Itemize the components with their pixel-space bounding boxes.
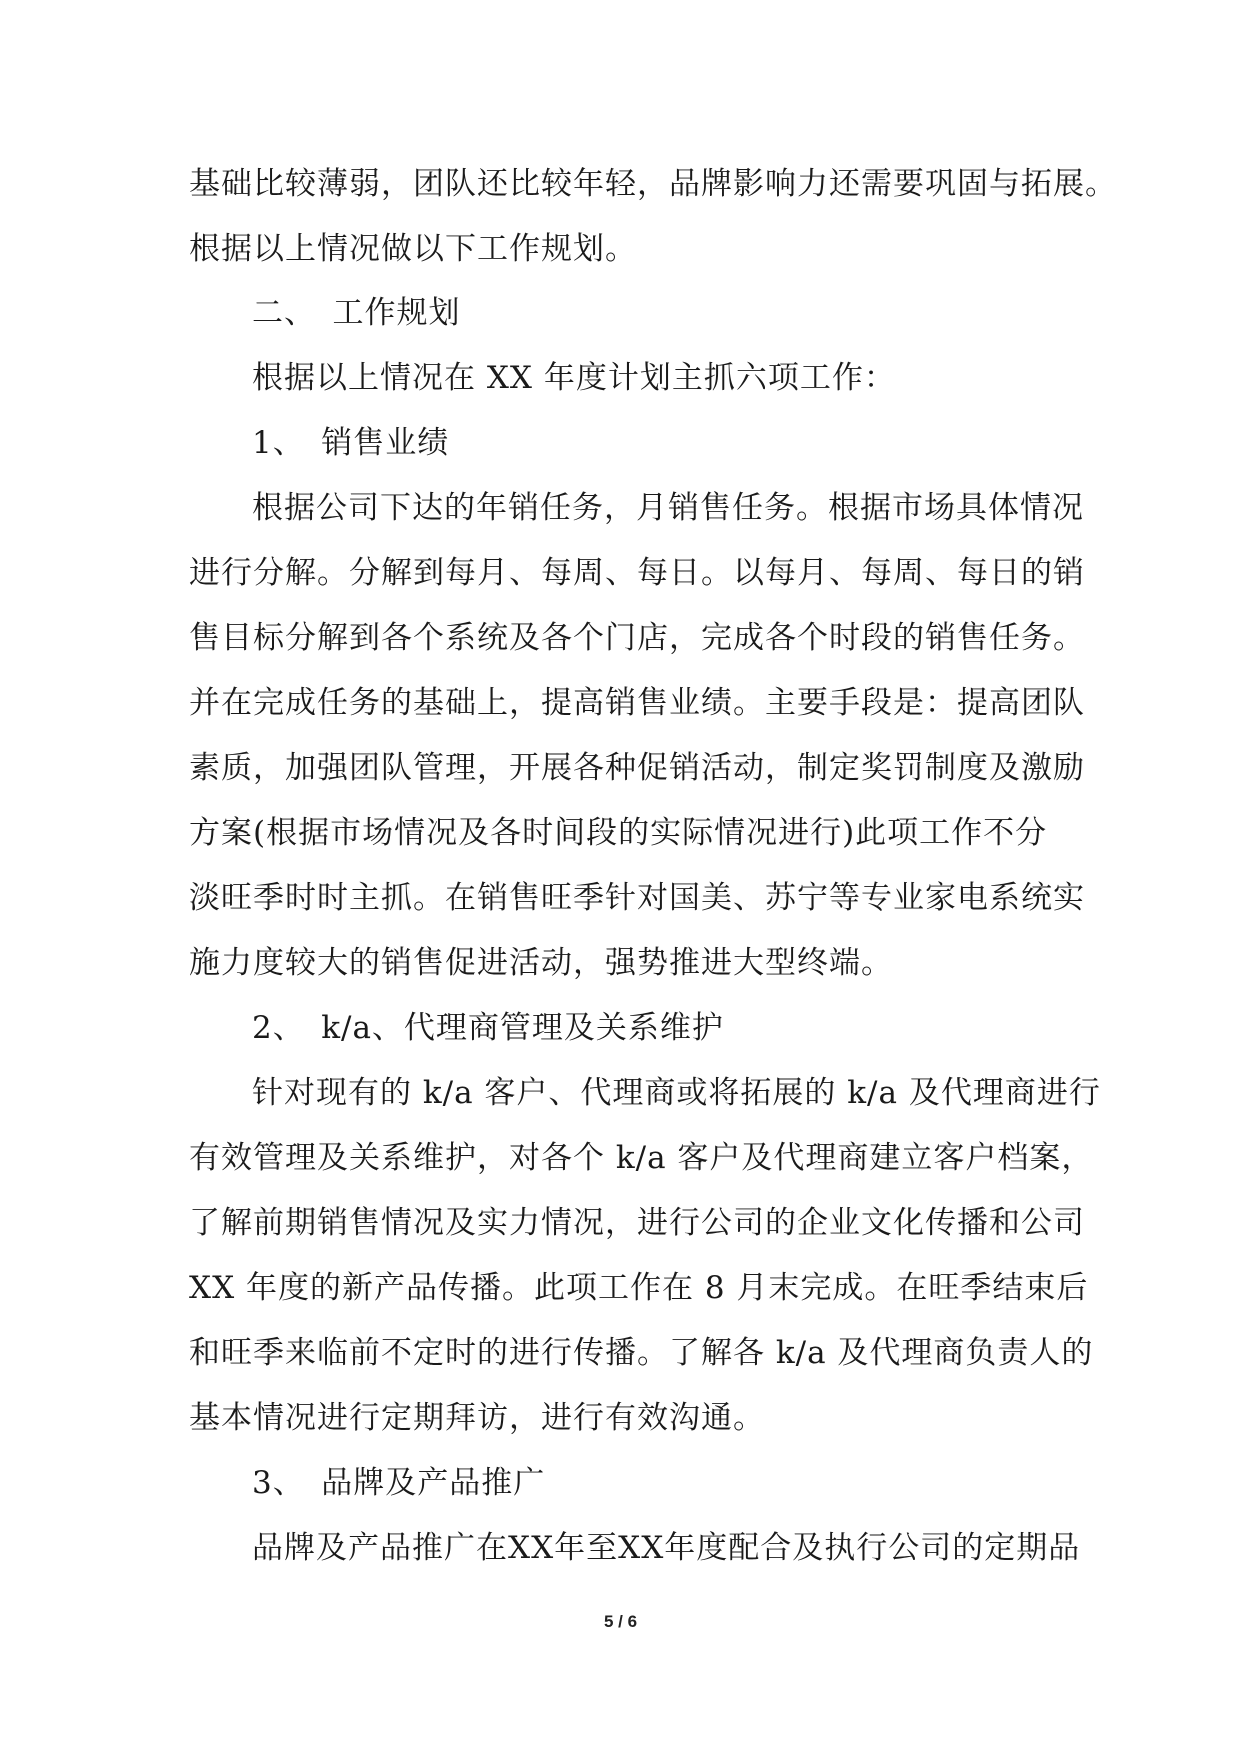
- text-line: 售目标分解到各个系统及各个门店，完成各个时段的销售任务。: [189, 620, 1085, 656]
- text-line: 进行分解。分解到每月、每周、每日。以每月、每周、每日的销: [189, 555, 1085, 591]
- text-line: 有效管理及关系维护，对各个 k/a 客户及代理商建立客户档案，: [189, 1140, 1094, 1176]
- text-line: 根据以上情况做以下工作规划。: [189, 231, 637, 267]
- text-line: 根据公司下达的年销任务，月销售任务。根据市场具体情况: [252, 490, 1084, 526]
- subsection-heading: 3、 品牌及产品推广: [252, 1465, 546, 1501]
- text-line: 施力度较大的销售促进活动，强势推进大型终端。: [189, 945, 893, 981]
- subsection-heading: 1、 销售业绩: [252, 425, 450, 461]
- text-line: 并在完成任务的基础上，提高销售业绩。主要手段是：提高团队: [189, 685, 1085, 721]
- page-number: 5 / 6: [603, 1612, 638, 1631]
- subsection-heading: 2、 k/a、代理商管理及关系维护: [252, 1010, 724, 1046]
- text-line: 素质，加强团队管理，开展各种促销活动，制定奖罚制度及激励: [189, 750, 1085, 786]
- text-line: 和旺季来临前不定时的进行传播。了解各 k/a 及代理商负责人的: [189, 1335, 1094, 1371]
- text-line: 方案(根据市场情况及各时间段的实际情况进行)此项工作不分: [189, 815, 1048, 851]
- text-line: 了解前期销售情况及实力情况，进行公司的企业文化传播和公司: [189, 1205, 1085, 1241]
- text-line: 品牌及产品推广在XX年至XX年度配合及执行公司的定期品: [252, 1530, 1081, 1566]
- text-line: 根据以上情况在 XX 年度计划主抓六项工作：: [252, 360, 896, 396]
- text-line: 针对现有的 k/a 客户、代理商或将拓展的 k/a 及代理商进行: [252, 1075, 1101, 1111]
- text-line: XX 年度的新产品传播。此项工作在 8 月末完成。在旺季结束后: [189, 1270, 1089, 1306]
- section-heading: 二、 工作规划: [252, 295, 461, 331]
- text-line: 淡旺季时时主抓。在销售旺季针对国美、苏宁等专业家电系统实: [189, 880, 1085, 916]
- text-line: 基础比较薄弱，团队还比较年轻，品牌影响力还需要巩固与拓展。: [189, 166, 1117, 202]
- text-line: 基本情况进行定期拜访，进行有效沟通。: [189, 1400, 765, 1436]
